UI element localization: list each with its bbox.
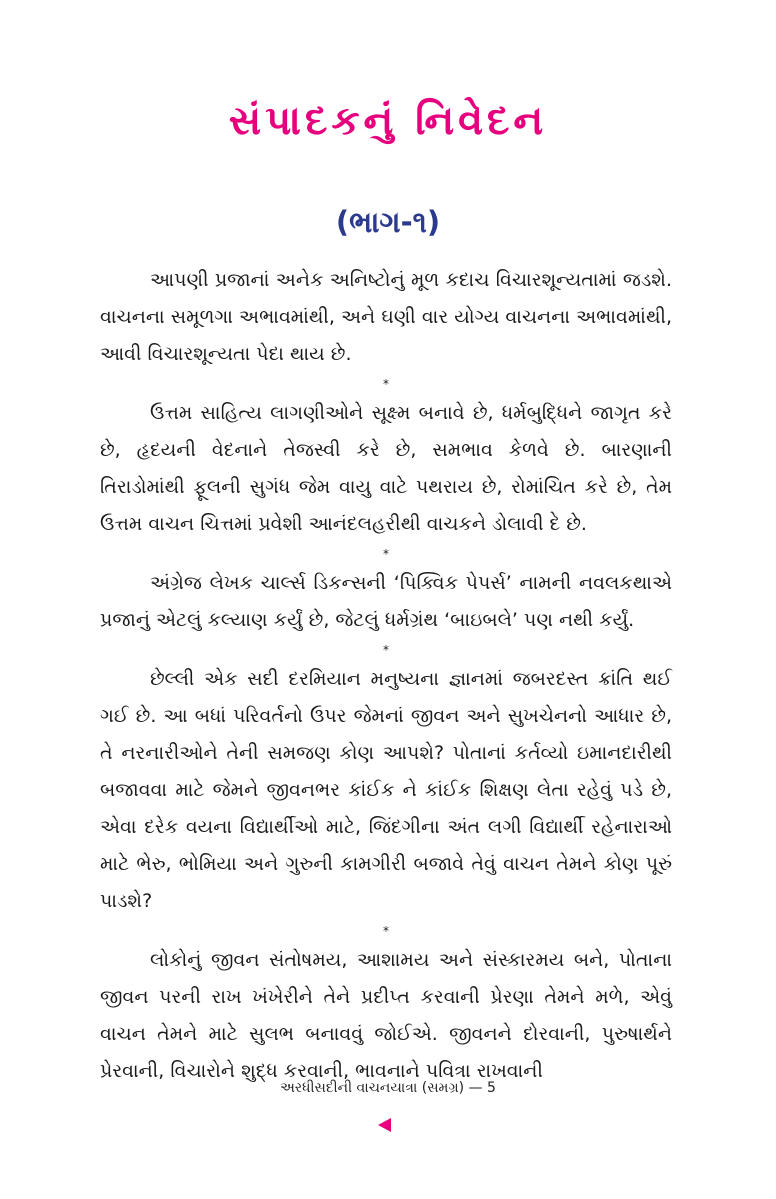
- section-heading: (ભાગ-૧): [335, 205, 441, 239]
- separator-1: *: [383, 377, 389, 391]
- page-title: સંપાદકનું નિવેદન: [228, 98, 548, 144]
- left-triangle-icon[interactable]: [378, 1118, 391, 1132]
- page-footer: અરધીસદીની વાચનયાત્રા (સમગ્ર) — 5: [280, 1080, 496, 1096]
- separator-3: *: [383, 643, 389, 657]
- paragraph-1: આપણી પ્રજાનાં અનેક અનિષ્ટોનું મૂળ કદાચ વિચારશૂન્યતામાં જડશે. વાચનના સમૂળગા અભાવમાંથી, અને ઘણી વાર યોગ્ય વાચનના અભાવમાંથી, આવી વિચારશૂન્યતા પેદા થાય છે.: [100, 269, 672, 365]
- separator-4: *: [383, 924, 389, 938]
- separator-2: *: [383, 547, 389, 561]
- body-text: [100, 262, 672, 1090]
- paragraph-5: લોકોનું જીવન સંતોષમય, આશામય અને સંસ્કારમય બને, પોતાના જીવન પરની રાખ ખંખેરીને તેને પ્રદીપ્ત કરવાની પ્રેરણા તેમને મળે, એવું વાચન તેમને માટે સુલભ બનાવવું જોઈએ. જીવનને દોરવાની, પુરુષાર્થને પ્રેરવાની, વિચારોને શુદ્ધ કરવાની, ભાવનાને પવિત્રા રાખવાની: [100, 949, 672, 1082]
- paragraph-2: ઉત્તમ સાહિત્ય લાગણીઓને સૂક્ષ્મ બનાવે છે, ધર્મબુદ્ધિને જાગૃત કરે છે, હૃદયની વેદનાને તેજસ્વી કરે છે, સમભાવ કેળવે છે. બારણાની તિરાડોમાંથી ફૂલની સુગંધ જેમ વાયુ વાટે પથરાય છે, રોમાંચિત કરે છે, તેમ ઉત્તમ વાચન ચિત્તમાં પ્રવેશી આનંદલહરીથી વાચકને ડોલાવી દે છે.: [100, 402, 672, 535]
- paragraph-3: અંગ્રેજ લેખક ચાર્લ્સ ડિકન્સની ‘પિક્વિક પેપર્સ’ નામની નવલકથાએ પ્રજાનું એટલું કલ્યાણ કર્યું છે, જેટલું ધર્મગ્રંથ ‘બાઇબલે’ પણ નથી કર્યું.: [100, 572, 672, 631]
- paragraph-4: છેલ્લી એક સદી દરમિયાન મનુષ્યના જ્ઞાનમાં જબરદસ્ત ક્રાંતિ થઈ ગઈ છે. આ બધાં પરિવર્તનો ઉપર જેમનાં જીવન અને સુખચેનનો આધાર છે, તે નરનારીઓને તેની સમજણ કોણ આપશે? પોતાનાં કર્તવ્યો ઇમાનદારીથી બજાવવા માટે જેમને જીવનભર કાંઈક ને કાંઈક શિક્ષણ લેતા રહેવું પડે છે, એવા દરેક વયના વિદ્યાર્થીઓ માટે, જિંદગીના અંત લગી વિદ્યાર્થી રહેનારાઓ માટે ભેરુ, ભોમિયા અને ગુરુની કામગીરી બજાવે તેવું વાચન તેમને કોણ પૂરું પાડશે?: [100, 668, 672, 912]
